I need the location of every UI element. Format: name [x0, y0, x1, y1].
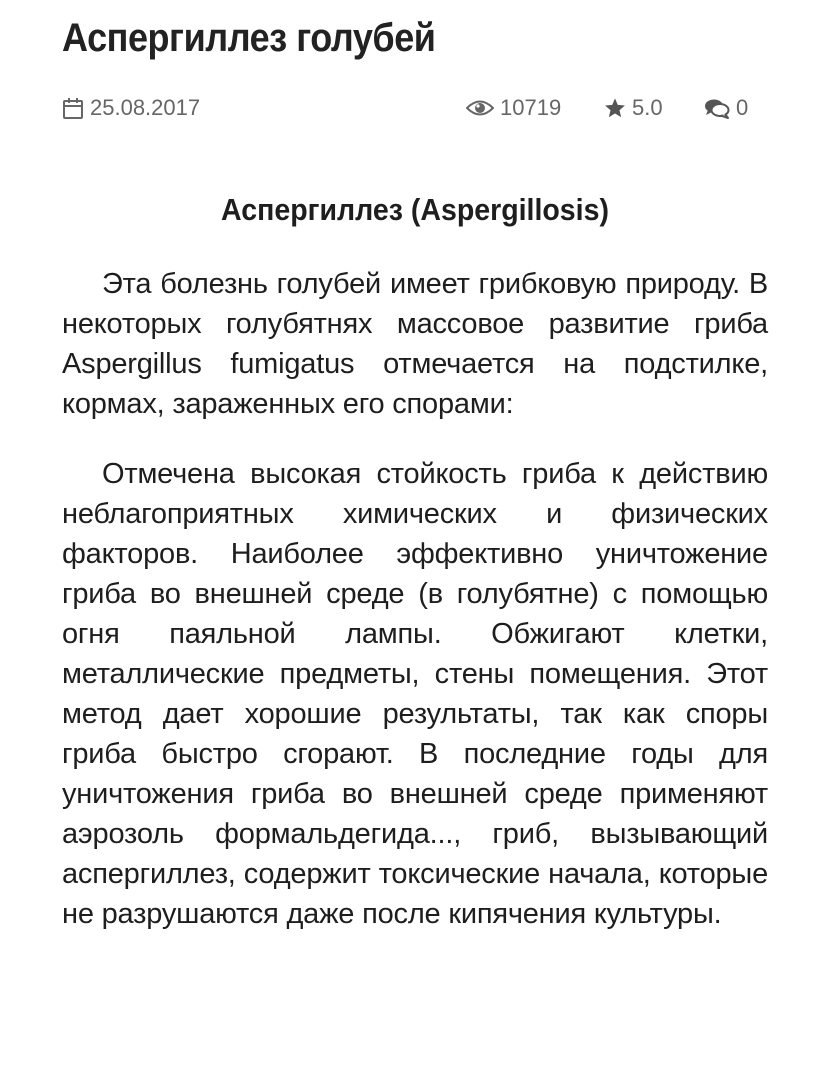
- views-count: 10719: [500, 95, 562, 120]
- star-icon: [604, 97, 626, 119]
- eye-icon: [466, 98, 494, 118]
- article-meta: [62, 92, 748, 124]
- article-paragraph: Отмечена высокая стойкость гриба к действию неблагоприятных химических и физических факторов. Наиболее эффективно уничтожение гриба во внешней среде (в голубятне) с помощью огня паяльной лампы. Обжигают клетки, металлические предметы, стены помещения. Этот метод дает хорошие результаты, так как споры гриба быстро сгорают. В последние годы для уничтожения гриба во внешней среде применяют аэрозоль формальдегида..., гриб, вызывающий аспергиллез, содержит токсические начала, которые не разрушаются даже после кипячения культуры.: [62, 458, 768, 930]
- page-title: Аспергиллез голубей: [62, 16, 436, 60]
- article-subheading: Аспергиллез (Aspergillosis): [221, 192, 609, 227]
- meta-date: [62, 92, 200, 124]
- meta-rating: [604, 92, 663, 124]
- comments-count: 0: [736, 95, 749, 120]
- article-paragraph: Эта болезнь голубей имеет грибковую природу. В некоторых голубятнях массовое развитие гриба Aspergillus fumigatus отмечается на подстилке, кормах, зараженных его спорами:: [62, 268, 768, 420]
- meta-views: [466, 92, 561, 124]
- rating-value: 5.0: [632, 95, 663, 120]
- date-text: 25.08.2017: [90, 95, 201, 120]
- calendar-icon: [62, 96, 84, 120]
- comments-icon: [704, 97, 730, 119]
- meta-comments: [704, 92, 748, 124]
- article-page: [62, 0, 768, 930]
- article-body: [62, 188, 768, 934]
